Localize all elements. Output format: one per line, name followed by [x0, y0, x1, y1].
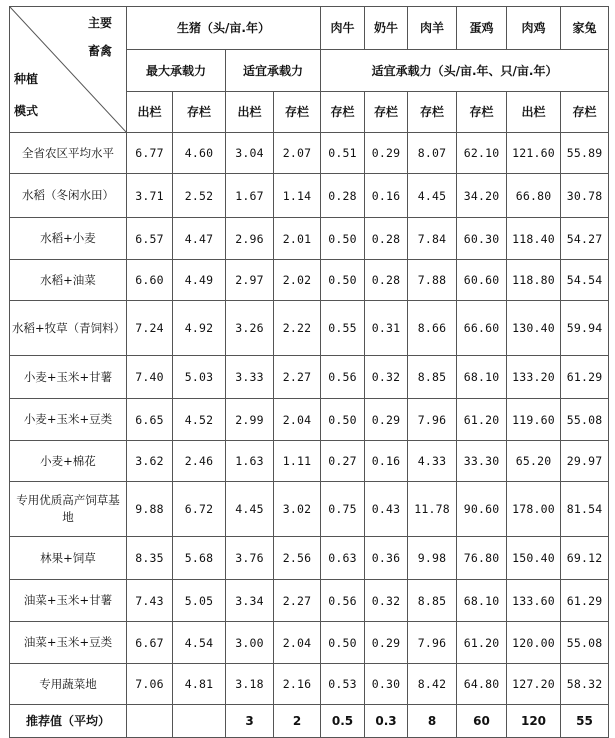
value-cell: 34.20	[457, 174, 507, 218]
value-cell: 133.60	[507, 580, 561, 622]
value-cell: 2.27	[274, 580, 321, 622]
value-cell: 0.43	[365, 482, 408, 537]
recommended-value-cell	[173, 705, 226, 738]
value-cell: 127.20	[507, 664, 561, 705]
value-cell: 2.22	[274, 301, 321, 356]
value-cell: 3.04	[226, 133, 274, 174]
value-cell: 55.08	[561, 399, 609, 441]
value-cell: 0.53	[321, 664, 365, 705]
value-cell: 54.54	[561, 260, 609, 301]
value-cell: 4.33	[408, 441, 457, 482]
planting-mode-cell: 水稻+小麦	[10, 218, 127, 260]
value-cell: 9.88	[127, 482, 173, 537]
planting-mode-cell: 油菜+玉米+甘薯	[10, 580, 127, 622]
value-cell: 90.60	[457, 482, 507, 537]
value-cell: 54.27	[561, 218, 609, 260]
value-cell: 0.36	[365, 537, 408, 580]
value-cell: 4.45	[226, 482, 274, 537]
value-cell: 0.75	[321, 482, 365, 537]
value-cell: 76.80	[457, 537, 507, 580]
header-rabbit: 家兔	[561, 7, 609, 50]
value-cell: 2.56	[274, 537, 321, 580]
subheader-stock: 存栏	[408, 92, 457, 133]
subheader-stock: 存栏	[457, 92, 507, 133]
corner-diagonal-header	[10, 7, 127, 133]
subheader-out: 出栏	[507, 92, 561, 133]
value-cell: 0.56	[321, 356, 365, 399]
value-cell: 119.60	[507, 399, 561, 441]
value-cell: 130.40	[507, 301, 561, 356]
value-cell: 8.85	[408, 580, 457, 622]
value-cell: 0.29	[365, 622, 408, 664]
value-cell: 68.10	[457, 356, 507, 399]
value-cell: 7.06	[127, 664, 173, 705]
recommended-label: 推荐值（平均）	[10, 705, 127, 738]
table-row	[10, 441, 609, 482]
header-beef-cattle: 肉牛	[321, 7, 365, 50]
value-cell: 66.80	[507, 174, 561, 218]
value-cell: 0.32	[365, 580, 408, 622]
header-dairy-cattle: 奶牛	[365, 7, 408, 50]
value-cell: 121.60	[507, 133, 561, 174]
corner-label-planting-2: 模式	[14, 104, 39, 118]
value-cell: 2.96	[226, 218, 274, 260]
value-cell: 120.00	[507, 622, 561, 664]
value-cell: 81.54	[561, 482, 609, 537]
value-cell: 61.20	[457, 399, 507, 441]
value-cell: 6.77	[127, 133, 173, 174]
planting-mode-cell: 专用优质高产饲草基地	[10, 482, 127, 537]
planting-mode-cell: 全省农区平均水平	[10, 133, 127, 174]
header-laying-hen: 蛋鸡	[457, 7, 507, 50]
value-cell: 60.30	[457, 218, 507, 260]
value-cell: 2.27	[274, 356, 321, 399]
value-cell: 7.88	[408, 260, 457, 301]
livestock-capacity-table	[9, 6, 609, 738]
value-cell: 0.29	[365, 133, 408, 174]
value-cell: 8.07	[408, 133, 457, 174]
value-cell: 68.10	[457, 580, 507, 622]
value-cell: 7.96	[408, 622, 457, 664]
value-cell: 0.32	[365, 356, 408, 399]
header-max-capacity: 最大承载力	[127, 50, 226, 92]
value-cell: 118.80	[507, 260, 561, 301]
value-cell: 3.71	[127, 174, 173, 218]
value-cell: 3.00	[226, 622, 274, 664]
table-row	[10, 537, 609, 580]
recommended-value-cell: 8	[408, 705, 457, 738]
value-cell: 4.45	[408, 174, 457, 218]
value-cell: 1.14	[274, 174, 321, 218]
planting-mode-cell: 专用蔬菜地	[10, 664, 127, 705]
corner-label-livestock-1: 主要	[87, 16, 112, 30]
header-mutton-sheep: 肉羊	[408, 7, 457, 50]
subheader-out: 出栏	[226, 92, 274, 133]
corner-label-livestock-2: 畜禽	[87, 44, 112, 58]
value-cell: 3.62	[127, 441, 173, 482]
value-cell: 5.68	[173, 537, 226, 580]
value-cell: 0.31	[365, 301, 408, 356]
header-broiler: 肉鸡	[507, 7, 561, 50]
value-cell: 61.29	[561, 580, 609, 622]
value-cell: 7.24	[127, 301, 173, 356]
value-cell: 4.52	[173, 399, 226, 441]
value-cell: 0.27	[321, 441, 365, 482]
value-cell: 58.32	[561, 664, 609, 705]
value-cell: 0.50	[321, 622, 365, 664]
value-cell: 4.54	[173, 622, 226, 664]
value-cell: 150.40	[507, 537, 561, 580]
subheader-stock: 存栏	[274, 92, 321, 133]
planting-mode-cell: 小麦+玉米+甘薯	[10, 356, 127, 399]
recommended-row	[10, 705, 609, 738]
header-suitable-capacity-others: 适宜承载力（头/亩.年、只/亩.年）	[321, 50, 609, 92]
value-cell: 0.29	[365, 399, 408, 441]
value-cell: 0.16	[365, 174, 408, 218]
capacity-table-container	[9, 6, 608, 733]
value-cell: 64.80	[457, 664, 507, 705]
header-pig: 生猪（头/亩.年）	[127, 7, 321, 50]
value-cell: 2.99	[226, 399, 274, 441]
table-row	[10, 622, 609, 664]
value-cell: 2.02	[274, 260, 321, 301]
corner-label-planting-1: 种植	[14, 72, 39, 86]
subheader-stock: 存栏	[365, 92, 408, 133]
planting-mode-cell: 林果+饲草	[10, 537, 127, 580]
subheader-stock: 存栏	[321, 92, 365, 133]
value-cell: 4.47	[173, 218, 226, 260]
value-cell: 30.78	[561, 174, 609, 218]
planting-mode-cell: 水稻+油菜	[10, 260, 127, 301]
value-cell: 9.98	[408, 537, 457, 580]
value-cell: 3.33	[226, 356, 274, 399]
value-cell: 8.66	[408, 301, 457, 356]
planting-mode-cell: 水稻+牧草（青饲料）	[10, 301, 127, 356]
value-cell: 55.89	[561, 133, 609, 174]
value-cell: 33.30	[457, 441, 507, 482]
value-cell: 61.20	[457, 622, 507, 664]
value-cell: 60.60	[457, 260, 507, 301]
value-cell: 2.01	[274, 218, 321, 260]
recommended-value-cell: 2	[274, 705, 321, 738]
table-row	[10, 482, 609, 537]
value-cell: 0.63	[321, 537, 365, 580]
planting-mode-cell: 小麦+棉花	[10, 441, 127, 482]
table-row	[10, 356, 609, 399]
value-cell: 2.04	[274, 399, 321, 441]
table-row	[10, 260, 609, 301]
value-cell: 2.16	[274, 664, 321, 705]
value-cell: 2.52	[173, 174, 226, 218]
value-cell: 7.43	[127, 580, 173, 622]
value-cell: 0.30	[365, 664, 408, 705]
value-cell: 6.60	[127, 260, 173, 301]
value-cell: 0.28	[365, 260, 408, 301]
value-cell: 0.28	[321, 174, 365, 218]
subheader-stock: 存栏	[561, 92, 609, 133]
value-cell: 3.76	[226, 537, 274, 580]
recommended-value-cell: 0.3	[365, 705, 408, 738]
table-row	[10, 174, 609, 218]
table-row	[10, 399, 609, 441]
table-row	[10, 580, 609, 622]
value-cell: 61.29	[561, 356, 609, 399]
subheader-out: 出栏	[127, 92, 173, 133]
value-cell: 5.03	[173, 356, 226, 399]
table-row	[10, 133, 609, 174]
value-cell: 0.51	[321, 133, 365, 174]
value-cell: 3.34	[226, 580, 274, 622]
value-cell: 1.11	[274, 441, 321, 482]
value-cell: 8.42	[408, 664, 457, 705]
value-cell: 3.02	[274, 482, 321, 537]
value-cell: 133.20	[507, 356, 561, 399]
recommended-value-cell: 0.5	[321, 705, 365, 738]
value-cell: 7.96	[408, 399, 457, 441]
table-row	[10, 664, 609, 705]
value-cell: 2.97	[226, 260, 274, 301]
planting-mode-cell: 水稻（冬闲水田）	[10, 174, 127, 218]
value-cell: 4.49	[173, 260, 226, 301]
value-cell: 6.57	[127, 218, 173, 260]
value-cell: 0.28	[365, 218, 408, 260]
value-cell: 8.85	[408, 356, 457, 399]
value-cell: 5.05	[173, 580, 226, 622]
planting-mode-cell: 小麦+玉米+豆类	[10, 399, 127, 441]
value-cell: 7.40	[127, 356, 173, 399]
subheader-stock: 存栏	[173, 92, 226, 133]
value-cell: 11.78	[408, 482, 457, 537]
table-row	[10, 301, 609, 356]
value-cell: 69.12	[561, 537, 609, 580]
recommended-value-cell: 120	[507, 705, 561, 738]
value-cell: 7.84	[408, 218, 457, 260]
value-cell: 0.50	[321, 218, 365, 260]
value-cell: 2.46	[173, 441, 226, 482]
value-cell: 4.81	[173, 664, 226, 705]
planting-mode-cell: 油菜+玉米+豆类	[10, 622, 127, 664]
recommended-value-cell: 60	[457, 705, 507, 738]
value-cell: 55.08	[561, 622, 609, 664]
value-cell: 0.55	[321, 301, 365, 356]
value-cell: 8.35	[127, 537, 173, 580]
value-cell: 3.26	[226, 301, 274, 356]
value-cell: 0.50	[321, 260, 365, 301]
value-cell: 118.40	[507, 218, 561, 260]
recommended-value-cell: 3	[226, 705, 274, 738]
header-suitable-capacity: 适宜承载力	[226, 50, 321, 92]
value-cell: 65.20	[507, 441, 561, 482]
value-cell: 29.97	[561, 441, 609, 482]
value-cell: 66.60	[457, 301, 507, 356]
table-row	[10, 218, 609, 260]
value-cell: 6.72	[173, 482, 226, 537]
value-cell: 4.92	[173, 301, 226, 356]
value-cell: 2.07	[274, 133, 321, 174]
value-cell: 1.67	[226, 174, 274, 218]
value-cell: 1.63	[226, 441, 274, 482]
value-cell: 4.60	[173, 133, 226, 174]
recommended-value-cell	[127, 705, 173, 738]
value-cell: 6.67	[127, 622, 173, 664]
value-cell: 6.65	[127, 399, 173, 441]
value-cell: 59.94	[561, 301, 609, 356]
value-cell: 0.50	[321, 399, 365, 441]
value-cell: 0.16	[365, 441, 408, 482]
recommended-value-cell: 55	[561, 705, 609, 738]
value-cell: 0.56	[321, 580, 365, 622]
value-cell: 3.18	[226, 664, 274, 705]
value-cell: 178.00	[507, 482, 561, 537]
value-cell: 2.04	[274, 622, 321, 664]
value-cell: 62.10	[457, 133, 507, 174]
